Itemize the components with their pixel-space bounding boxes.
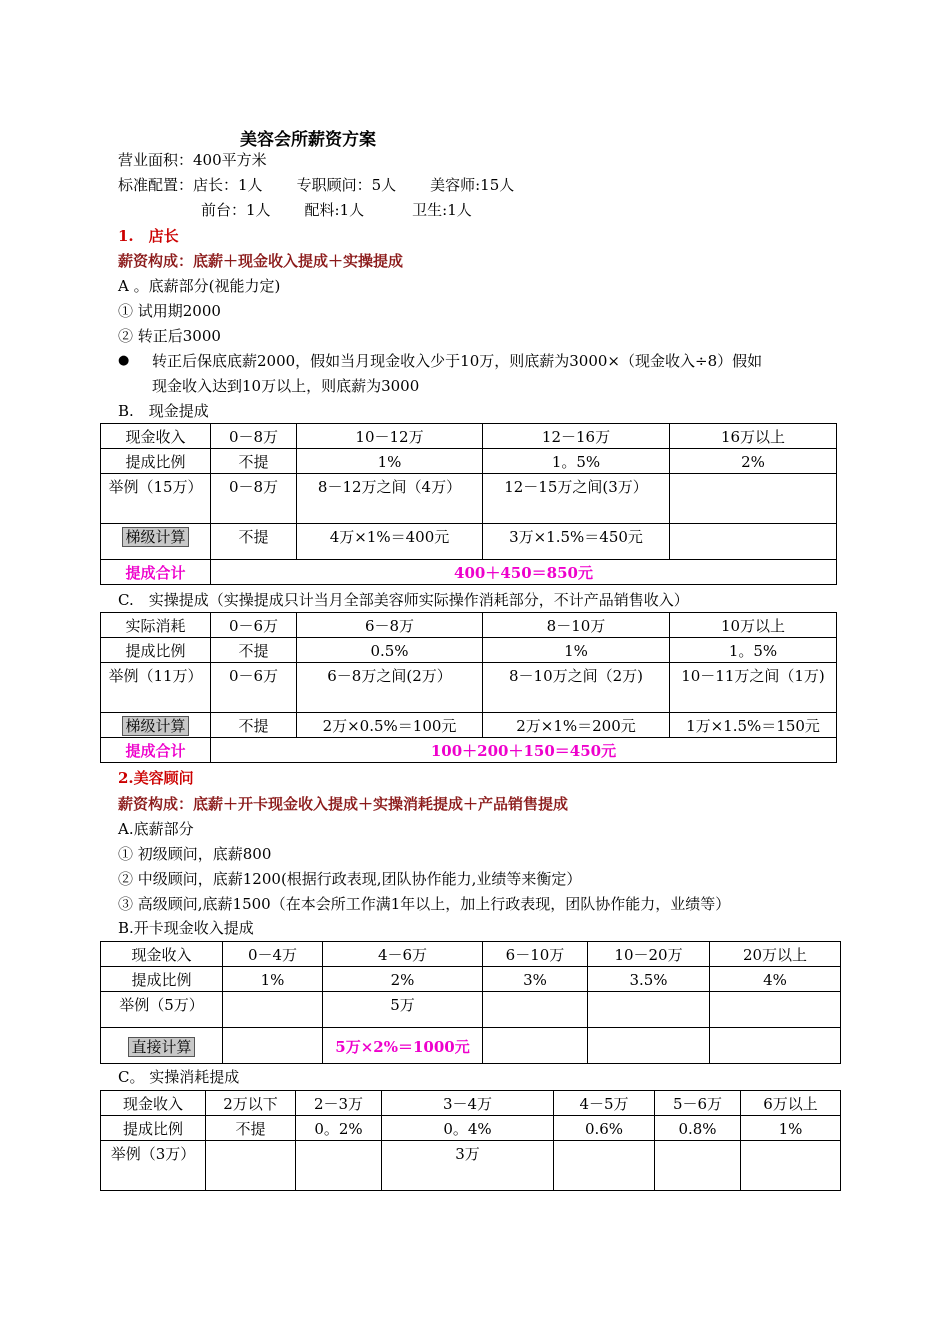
tiered-calc-label: 梯级计算 xyxy=(122,527,188,547)
table-cell: 6－8万 xyxy=(297,613,483,638)
table-cell: 10－12万 xyxy=(297,424,483,449)
table-row xyxy=(101,738,837,763)
table-cell: 提成合计 xyxy=(101,560,211,585)
business-area: 营业面积：400平方米 xyxy=(118,151,267,169)
table-cell: 0－6万 xyxy=(211,613,297,638)
table-cell: 20万以上 xyxy=(710,942,841,967)
table-cell xyxy=(101,1028,223,1064)
table-cell: 8－12万之间（4万） xyxy=(297,474,483,524)
table-cell xyxy=(483,992,588,1028)
table-cell: 8－10万之间（2万) xyxy=(483,663,670,713)
table-cell xyxy=(483,1028,588,1064)
table-cell xyxy=(554,1141,655,1191)
tiered-calc-label: 梯级计算 xyxy=(122,716,188,736)
table-cell: 5－6万 xyxy=(655,1091,741,1116)
table-row xyxy=(101,424,837,449)
table-row xyxy=(101,524,837,560)
consultant-card-commission-table xyxy=(100,941,841,1064)
section1-composition: 薪资构成：底薪＋现金收入提成＋实操提成 xyxy=(118,252,404,270)
table-cell: 0.8% xyxy=(655,1116,741,1141)
table-cell: 不提 xyxy=(206,1116,296,1141)
table-cell: 2万×0.5%＝100元 xyxy=(297,713,483,738)
table-cell: 提成比例 xyxy=(101,967,223,992)
table-cell: 举例（15万） xyxy=(101,474,211,524)
section1-bullet-line2: 现金收入达到10万以上，则底薪为3000 xyxy=(152,377,420,395)
config-cleaning: 卫生:1人 xyxy=(412,201,472,219)
section1-a-item1: ① 试用期2000 xyxy=(118,302,221,320)
table-cell: 提成合计 xyxy=(101,738,211,763)
table-row xyxy=(101,967,841,992)
bullet-icon: ● xyxy=(118,353,130,368)
table-row xyxy=(101,449,837,474)
table-cell: 不提 xyxy=(211,449,297,474)
table-cell: 1。5% xyxy=(483,449,670,474)
table-cell: 提成比例 xyxy=(101,638,211,663)
section1-a-title: A 。底薪部分(视能力定) xyxy=(118,277,281,295)
table-cell: 提成比例 xyxy=(101,449,211,474)
table-cell: 12－16万 xyxy=(483,424,670,449)
config-mixing: 配料:1人 xyxy=(304,201,365,219)
table-cell: 1% xyxy=(741,1116,841,1141)
section2-a-item3: ③ 高级顾问,底薪1500（在本会所工作满1年以上，加上行政表现，团队协作能力，业绩等） xyxy=(118,895,731,913)
standard-config-row2 xyxy=(201,200,472,220)
table-cell xyxy=(710,992,841,1028)
table-cell: 现金收入 xyxy=(101,942,223,967)
table-cell: 10万以上 xyxy=(670,613,837,638)
section2-a-title: A.底薪部分 xyxy=(118,820,194,838)
standard-config-row1 xyxy=(118,175,514,195)
table-row xyxy=(101,992,841,1028)
section2-a-item2: ② 中级顾问，底薪1200(根据行政表现,团队协作能力,业绩等来衡定） xyxy=(118,870,582,888)
document-title: 美容会所薪资方案 xyxy=(240,130,376,150)
table-cell: 4－6万 xyxy=(323,942,483,967)
table-cell: 2万以下 xyxy=(206,1091,296,1116)
table-cell: 6万以上 xyxy=(741,1091,841,1116)
table-cell: 3万×1.5%＝450元 xyxy=(483,524,670,560)
table-cell: 1。5% xyxy=(670,638,837,663)
table-cell: 现金收入 xyxy=(101,1091,206,1116)
table-cell xyxy=(206,1141,296,1191)
config-reception: 前台：1人 xyxy=(201,201,271,219)
config-consultant: 专职顾问：5人 xyxy=(296,176,397,194)
table-cell: 4－5万 xyxy=(554,1091,655,1116)
table-row xyxy=(101,1141,841,1191)
consultant-operation-commission-table xyxy=(100,1090,841,1191)
table-cell: 举例（11万） xyxy=(101,663,211,713)
table-row xyxy=(101,713,837,738)
section2-b-title: B.开卡现金收入提成 xyxy=(118,919,254,937)
table-cell: 12－15万之间(3万） xyxy=(483,474,670,524)
table-cell: 不提 xyxy=(211,638,297,663)
table-row xyxy=(101,942,841,967)
config-beautician: 美容师:15人 xyxy=(430,176,515,194)
table-cell xyxy=(670,474,837,524)
table-cell: 10－11万之间（1万) xyxy=(670,663,837,713)
table-row xyxy=(101,663,837,713)
manager-operation-commission-table xyxy=(100,612,837,763)
direct-calc-label: 直接计算 xyxy=(128,1037,194,1057)
section1-b-title: B. 现金提成 xyxy=(118,402,209,420)
table-cell: 1万×1.5%＝150元 xyxy=(670,713,837,738)
table-cell: 16万以上 xyxy=(670,424,837,449)
table-cell: 0.5% xyxy=(297,638,483,663)
table-cell: 3.5% xyxy=(588,967,710,992)
table-cell: 400＋450＝850元 xyxy=(211,560,837,585)
table-cell xyxy=(588,1028,710,1064)
table-cell: 3% xyxy=(483,967,588,992)
table-cell: 4% xyxy=(710,967,841,992)
table-row xyxy=(101,613,837,638)
table-cell xyxy=(296,1141,382,1191)
section1-a-item2: ② 转正后3000 xyxy=(118,327,221,345)
table-cell: 举例（5万） xyxy=(101,992,223,1028)
table-row xyxy=(101,1091,841,1116)
table-cell: 不提 xyxy=(211,524,297,560)
table-cell: 0－6万 xyxy=(211,663,297,713)
table-cell: 2% xyxy=(670,449,837,474)
table-cell xyxy=(101,524,211,560)
table-cell: 4万×1%＝400元 xyxy=(297,524,483,560)
table-cell: 0.6% xyxy=(554,1116,655,1141)
table-cell xyxy=(588,992,710,1028)
table-cell: 实际消耗 xyxy=(101,613,211,638)
table-cell xyxy=(101,713,211,738)
section1-c-title: C. 实操提成（实操提成只计当月全部美容师实际操作消耗部分，不计产品销售收入） xyxy=(118,591,689,609)
section2-heading: 2.美容顾问 xyxy=(118,769,194,787)
section2-c-title: C。 实操消耗提成 xyxy=(118,1068,240,1086)
config-manager: 店长：1人 xyxy=(193,176,263,194)
table-cell: 0。2% xyxy=(296,1116,382,1141)
table-cell: 5万×2%＝1000元 xyxy=(323,1028,483,1064)
table-row xyxy=(101,1116,841,1141)
table-cell xyxy=(223,992,323,1028)
table-cell: 6－10万 xyxy=(483,942,588,967)
table-cell: 1% xyxy=(297,449,483,474)
manager-cash-commission-table xyxy=(100,423,837,585)
table-row xyxy=(101,560,837,585)
table-cell: 8－10万 xyxy=(483,613,670,638)
table-cell: 0－8万 xyxy=(211,474,297,524)
table-cell: 2－3万 xyxy=(296,1091,382,1116)
table-cell xyxy=(710,1028,841,1064)
table-cell: 6－8万之间(2万） xyxy=(297,663,483,713)
table-cell xyxy=(670,524,837,560)
table-cell: 5万 xyxy=(323,992,483,1028)
table-cell: 3－4万 xyxy=(382,1091,554,1116)
table-cell: 提成比例 xyxy=(101,1116,206,1141)
table-cell: 现金收入 xyxy=(101,424,211,449)
table-cell: 1% xyxy=(483,638,670,663)
table-cell xyxy=(223,1028,323,1064)
section2-a-item1: ① 初级顾问，底薪800 xyxy=(118,845,272,863)
config-label: 标准配置： xyxy=(118,176,194,194)
table-row xyxy=(101,474,837,524)
section1-bullet-line1: 转正后保底底薪2000，假如当月现金收入少于10万，则底薪为3000×（现金收入÷8）假如 xyxy=(152,352,763,370)
section2-composition: 薪资构成：底薪＋开卡现金收入提成＋实操消耗提成＋产品销售提成 xyxy=(118,795,569,813)
table-cell: 不提 xyxy=(211,713,297,738)
table-cell: 0－8万 xyxy=(211,424,297,449)
table-cell: 3万 xyxy=(382,1141,554,1191)
table-cell: 0－4万 xyxy=(223,942,323,967)
table-cell: 10－20万 xyxy=(588,942,710,967)
table-row xyxy=(101,1028,841,1064)
table-cell: 1% xyxy=(223,967,323,992)
table-cell: 100＋200＋150＝450元 xyxy=(211,738,837,763)
table-cell xyxy=(655,1141,741,1191)
section1-heading: 1. 店长 xyxy=(118,227,179,245)
table-row xyxy=(101,638,837,663)
table-cell: 2万×1%＝200元 xyxy=(483,713,670,738)
table-cell xyxy=(741,1141,841,1191)
table-cell: 2% xyxy=(323,967,483,992)
table-cell: 0。4% xyxy=(382,1116,554,1141)
table-cell: 举例（3万） xyxy=(101,1141,206,1191)
